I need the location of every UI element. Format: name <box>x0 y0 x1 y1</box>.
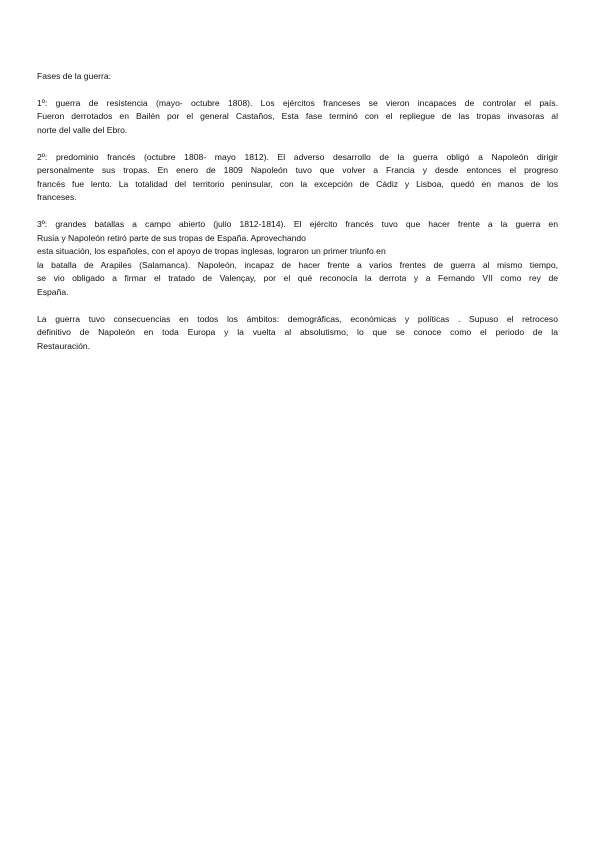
text-line: Restauración. <box>37 340 91 351</box>
section-heading: Fases de la guerra: <box>37 71 112 81</box>
text-line: Rusia y Napoleón retiró parte de sus tropas de España. Aprovechando <box>37 232 306 243</box>
text-line: 1º: guerra de resistencia (mayo- octubre 1808). Los ejércitos franceses se vieron incapaces de controlar el país. <box>37 97 558 108</box>
consequences-paragraph <box>37 313 558 354</box>
phase-3-paragraph <box>37 218 558 299</box>
text-line: franceses. <box>37 192 77 202</box>
text-line: España. <box>37 286 69 297</box>
text-line: personalmente sus tropas. En enero de 1809 Napoleón tuvo que volver a Francia y desde entonces el progreso <box>37 165 558 175</box>
text-line: francés fue lento. La totalidad del territorio peninsular, con la excepción de Cádiz y Lisboa, quedó en manos de los <box>37 178 558 189</box>
phase-1-paragraph <box>37 97 558 138</box>
text-line: se vio obligado a firmar el tratado de Valençay, por el qué reconocía la derrota y a Fernando VII como rey de <box>37 273 558 283</box>
text-line: Fueron derrotados en Bailén por el general Castaños, Esta fase terminó con el repliegue de las tropas invasoras al <box>37 111 558 121</box>
text-line: la batalla de Arapiles (Salamanca). Napoleón, incapaz de hacer frente a varios frentes de guerra al mismo tiempo, <box>37 259 558 270</box>
text-line: norte del valle del Ebro. <box>37 124 128 135</box>
text-line: La guerra tuvo consecuencias en todos los ámbitos: demográficas, económicas y políticas . Supuso el retroceso <box>37 313 558 324</box>
phase-2-paragraph <box>37 151 558 205</box>
document-body <box>37 70 558 367</box>
text-line: 2º: predominio francés (octubre 1808- mayo 1812). El adverso desarrollo de la guerra obligó a Napoleón dirigir <box>37 151 558 162</box>
text-line: 3º: grandes batallas a campo abierto (julio 1812-1814). El ejército francés tuvo que hacer frente a la guerra en <box>37 219 558 229</box>
text-line: definitivo de Napoleón en toda Europa y la vuelta al absolutismo, lo que se conoce como el periodo de la <box>37 327 558 337</box>
text-line: esta situación, los españoles, con el apoyo de tropas inglesas, lograron un primer triunfo en <box>37 246 386 256</box>
